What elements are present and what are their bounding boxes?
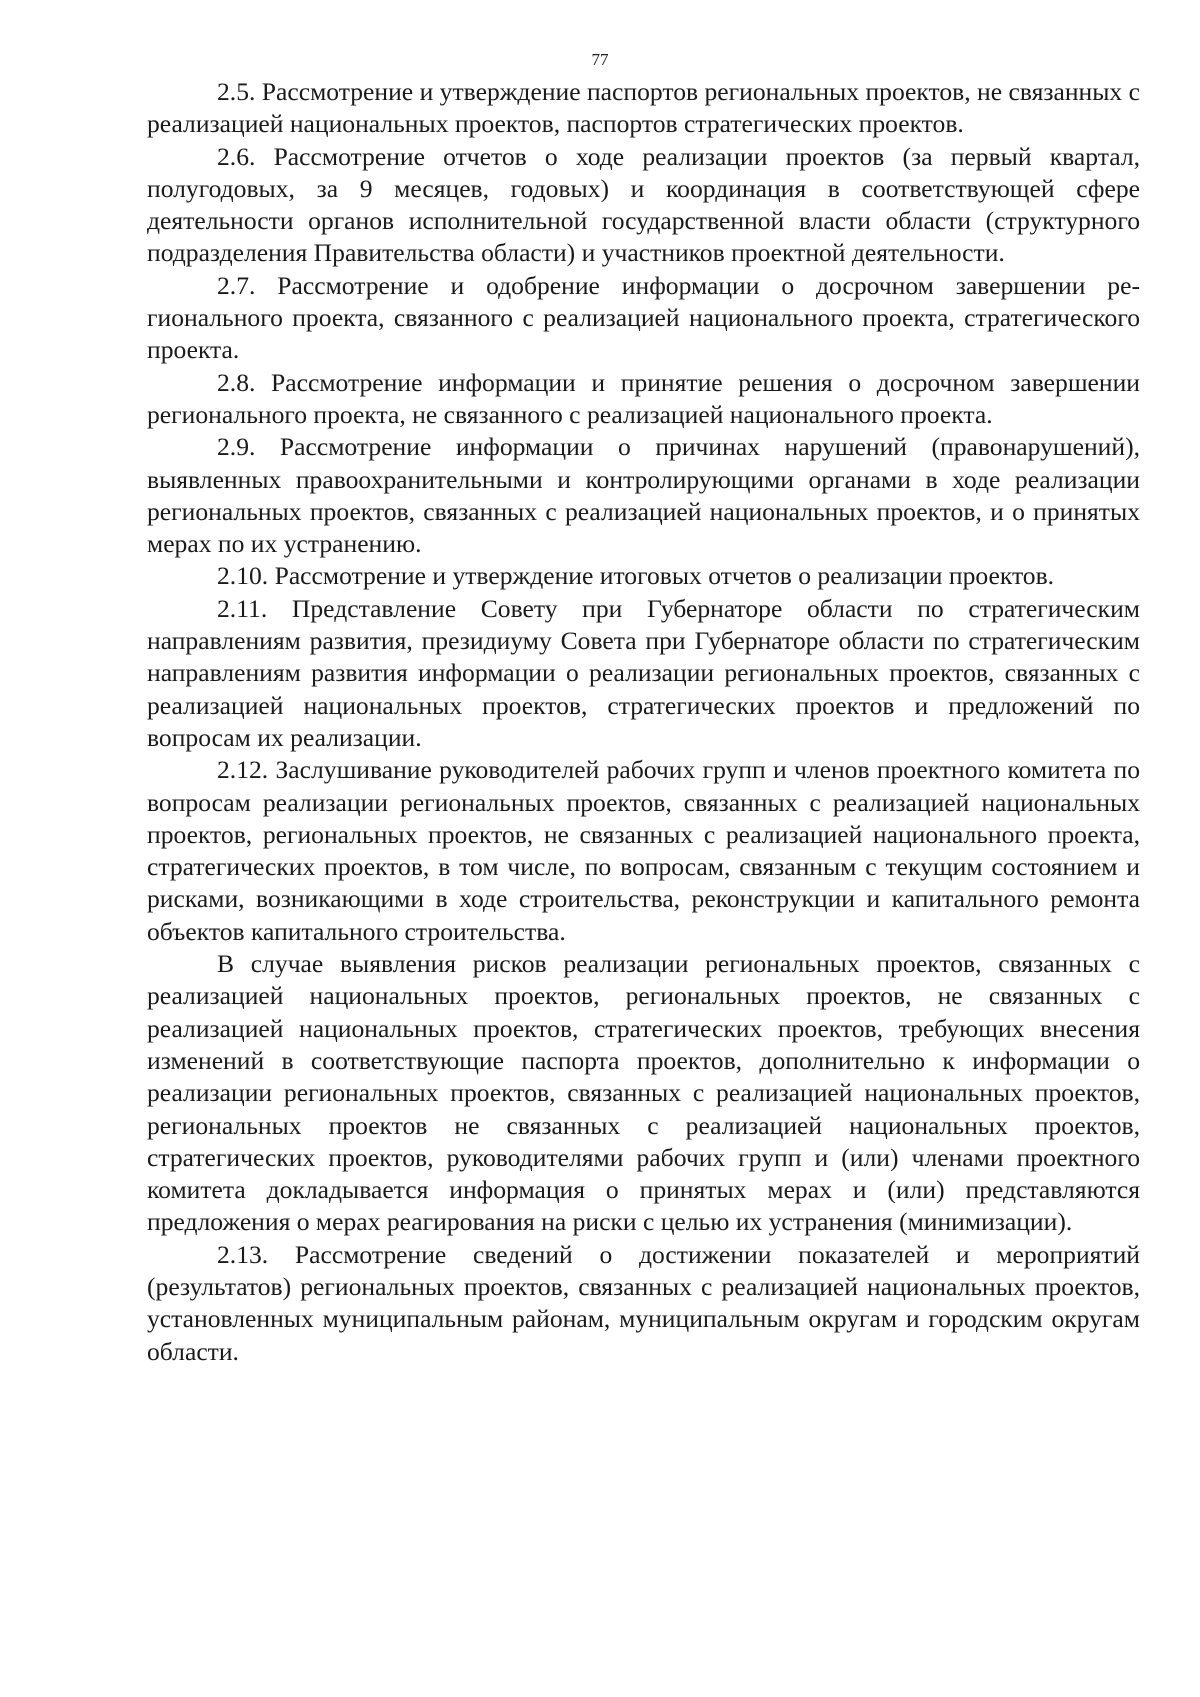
paragraph-2-6: 2.6. Рассмотрение отчетов о ходе реализации проектов (за первый квартал, полугодовых, за 9 месяцев, годовых) и координация в соответствующей сфере деятельности органов исполнительной государственной власти области (структурного подразделения Правительства области) и участников проектной деятельности. xyxy=(147,141,1140,268)
paragraph-risks: В случае выявления рисков реализации региональных проектов, связанных с реализацией национальных проектов, региональных проектов, не связанных с реализацией национальных проектов, стратегических проектов, требующих внесения изменений в соответствующие паспорта проектов, дополнительно к информации о реализации региональных проектов, связанных с реализацией национальных проектов, региональных проектов не связанных с реализацией национальных проектов, стратегических проектов, руководителями рабочих групп и (или) членами проектного комитета докладывается информация о принятых мерах и (или) представляются предложения о мерах реагирования на риски с целью их устранения (минимизации). xyxy=(147,949,1140,1237)
paragraph-2-9: 2.9. Рассмотрение информации о причинах нарушений (правонарушений), выявленных правоохранительными и контролирующими органами в ходе реализации региональных проектов, связанных с реализацией национальных проектов, и о принятых мерах по их устранению. xyxy=(147,432,1140,559)
document-body xyxy=(147,76,1140,1368)
page-number: 77 xyxy=(591,50,609,69)
paragraph-2-10: 2.10. Рассмотрение и утверждение итоговых отчетов о реализации проектов. xyxy=(217,561,1055,591)
paragraph-2-8: 2.8. Рассмотрение информации и принятие решения о досрочном завершении регионального проекта, не связанного с реализацией национального проекта. xyxy=(147,367,1140,429)
paragraph-2-7: 2.7. Рассмотрение и одобрение информации о досрочном завершении регионального проекта, связанного с реализацией национального проекта, стратегического проекта. xyxy=(147,270,1140,365)
paragraph-2-11: 2.11. Представление Совету при Губернаторе области по стратегическим направлениям развития, президиуму Совета при Губернаторе области по стратегическим направлениям развития информации о реализации региональных проектов, связанных с реализацией национальных проектов, стратегических проектов и предложений по вопросам их реализации. xyxy=(147,593,1140,752)
paragraph-2-12: 2.12. Заслушивание руководителей рабочих групп и членов проектного комитета по вопросам реализации региональных проектов, связанных с реализацией национальных проектов, региональных проектов, не связанных с реализацией национального проекта, стратегических проектов, в том числе, по вопросам, связанным с текущим состоянием и рисками, возникающими в ходе строительства, реконструкции и капитального ремонта объектов капитального строительства. xyxy=(147,755,1140,946)
paragraph-2-5: 2.5. Рассмотрение и утверждение паспортов региональных проектов, не связанных с реализацией национальных проектов, паспортов стратегических проектов. xyxy=(147,77,1140,139)
paragraph-2-13: 2.13. Рассмотрение сведений о достижении показателей и мероприятий (результатов) региональных проектов, связанных с реализацией национальных проектов, установленных муниципальным районам, муниципальным округам и городским округам области. xyxy=(147,1239,1140,1366)
